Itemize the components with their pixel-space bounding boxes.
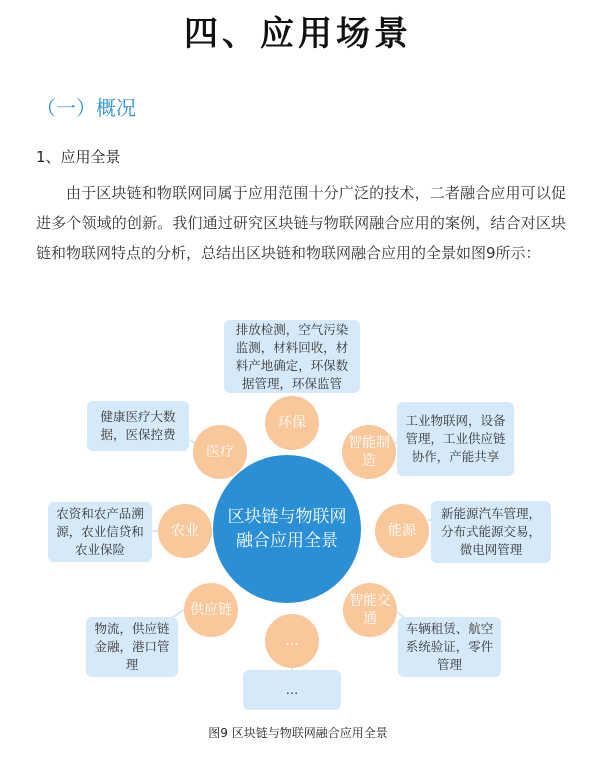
node-supply-chain: 供应链 [184,583,238,637]
box-smart-manufacturing: 工业物联网，设备管理，工业供应链协作，产能共享 [397,402,514,476]
box-agriculture: 农资和农产品溯源，农业信贷和农业保险 [48,502,152,562]
box-supply-chain: 物流，供应链金融，港口管理 [86,617,178,677]
intro-paragraph: 由于区块链和物联网同属于应用范围十分广泛的技术，二者融合应用可以促进多个领域的创新。我们通过研究区块链与物联网融合应用的案例，结合对区块链和物联网特点的分析，总结出区块链和物联网融合应用的全景如图9所示： [36,184,566,262]
figure-caption: 图9 区块链与物联网融合应用全景 [208,726,388,740]
page-title: 四、应用场景 [184,14,412,54]
node-more: … [265,614,319,668]
node-env: 环保 [265,396,319,450]
box-more: … [243,670,341,710]
node-agriculture: 农业 [158,504,212,558]
box-smart-traffic: 车辆租赁、航空系统验证，零件管理 [398,617,501,677]
section-heading: （一）概况 [36,96,136,120]
node-smart-manufacturing: 智能制造 [342,425,396,479]
subheading: 1、应用全景 [36,148,121,166]
box-env: 排放检测，空气污染监测，材料回收，材料产地确定，环保数据管理，环保监管 [224,320,360,393]
center-circle: 区块链与物联网融合应用全景 [213,455,361,603]
box-medical: 健康医疗大数据，医保控费 [87,401,189,451]
application-diagram [0,320,596,710]
node-smart-traffic: 智能交通 [343,583,397,637]
node-medical: 医疗 [193,425,247,479]
node-energy: 能源 [375,504,429,558]
box-energy: 新能源汽车管理，分布式能源交易，微电网管理 [431,501,551,563]
